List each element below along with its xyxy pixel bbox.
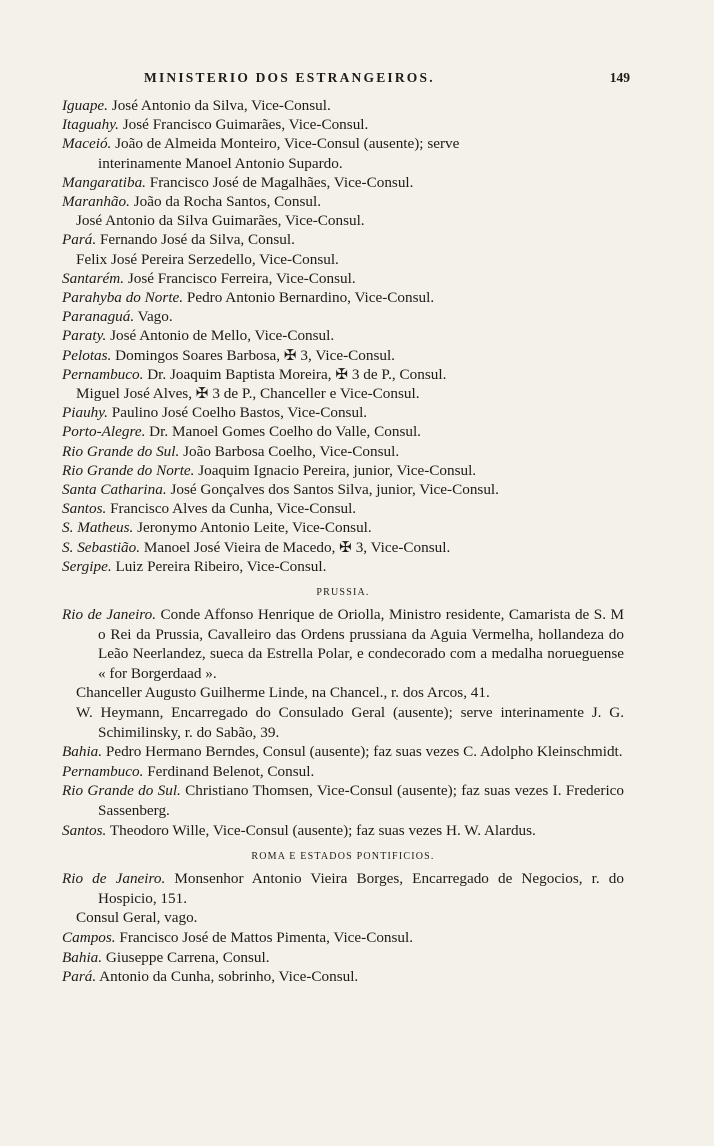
list-item	[62, 442, 624, 461]
list-item	[62, 683, 624, 703]
place-name: S. Matheus.	[62, 519, 134, 537]
place-name: Bahia.	[62, 948, 103, 966]
entry-text: Fernando José da Silva, Consul.	[96, 231, 295, 249]
place-name: Pará.	[62, 231, 97, 249]
place-name: Pernambuco.	[62, 365, 144, 383]
list-item	[62, 869, 624, 908]
entry-text: José Antonio da Silva, Vice-Consul.	[107, 97, 331, 114]
sections	[62, 583, 624, 987]
entry-text: Francisco José de Mattos Pimenta, Vice-Consul.	[115, 928, 414, 946]
list-item	[62, 461, 624, 480]
place-name: S. Sebastião.	[62, 538, 141, 556]
list-item	[62, 928, 624, 948]
entry-text: Francisco José de Magalhães, Vice-Consul.	[145, 173, 414, 191]
list-item	[62, 538, 624, 557]
place-name: Rio Grande do Sul.	[62, 782, 181, 800]
place-name: Paraty.	[62, 327, 107, 345]
entry-text: Pedro Hermano Berndes, Consul (ausente); faz suas vezes C. Adolpho Kleinschmidt.	[102, 743, 623, 761]
entry-text: Monsenhor Antonio Vieira Borges, Encarregado de Negocios, r. do Hospicio, 151.	[98, 870, 624, 907]
place-name: Maranhão.	[62, 193, 130, 211]
list-item	[62, 192, 624, 211]
list-item	[62, 967, 624, 987]
list-item	[62, 948, 624, 968]
entry-text: José Francisco Guimarães, Vice-Consul.	[118, 116, 369, 134]
page-header	[62, 70, 630, 96]
place-name: Santos.	[62, 500, 107, 518]
entry-text: João de Almeida Monteiro, Vice-Consul (ausente); serve	[111, 135, 460, 153]
entry-text: Miguel José Alves, ✠ 3 de P., Chanceller e Vice-Consul.	[76, 385, 420, 403]
entry-text: Domingos Soares Barbosa, ✠ 3, Vice-Consul.	[111, 346, 395, 364]
section-heading: PRUSSIA.	[316, 587, 370, 599]
list-item	[62, 230, 624, 249]
place-name: Iguape.	[62, 97, 108, 114]
entry-text: João Barbosa Coelho, Vice-Consul.	[179, 442, 400, 460]
entry-text: Joaquim Ignacio Pereira, junior, Vice-Consul.	[194, 461, 477, 479]
entry-text: W. Heymann, Encarregado do Consulado Geral (ausente); serve interinamente J. G. Schimilinsky, r. do Sabão, 39.	[76, 704, 624, 741]
list-item	[62, 346, 624, 365]
entry-text: Paulino José Coelho Bastos, Vice-Consul.	[107, 404, 368, 422]
list-item	[62, 499, 624, 518]
entry-text: José Francisco Ferreira, Vice-Consul.	[124, 269, 356, 287]
list-item	[62, 781, 624, 820]
place-name: Maceió.	[62, 135, 112, 153]
entry-text: José Antonio de Mello, Vice-Consul.	[106, 327, 335, 345]
place-name: Santa Catharina.	[62, 481, 167, 499]
place-name: Pernambuco.	[62, 762, 144, 780]
place-name: Paranaguá.	[62, 308, 135, 326]
list-item	[62, 115, 624, 134]
list-item	[62, 703, 624, 742]
entry-text: José Antonio da Silva Guimarães, Vice-Consul.	[76, 212, 365, 230]
list-item	[62, 480, 624, 499]
place-name: Rio de Janeiro.	[62, 606, 157, 624]
list-item	[62, 365, 624, 384]
place-name: Piauhy.	[62, 404, 108, 422]
page-number: 149	[609, 70, 630, 85]
list-item	[62, 518, 624, 537]
place-name: Santos.	[62, 821, 107, 839]
list-item	[62, 134, 624, 153]
entry-text: Conde Affonso Henrique de Oriolla, Ministro residente, Camarista de S. M o Rei da Prussia, Cavalleiro das Ordens prussiana da Aguia Vermelha, hollandeza do Leão Neerlandez, sueca da Estrella Polar, e condecorado com a medalha norueguense « for Borgerdaad ».	[98, 606, 625, 682]
place-name: Mangaratiba.	[62, 173, 146, 191]
entry-text: interinamente Manoel Antonio Supardo.	[98, 154, 343, 172]
list-item	[62, 422, 624, 441]
consul-list	[62, 96, 624, 576]
place-name: Sergipe.	[62, 557, 112, 575]
entry-text: Vago.	[134, 308, 173, 326]
list-item	[62, 269, 624, 288]
place-name: Pelotas.	[62, 346, 112, 364]
entry-text: Ferdinand Belenot, Consul.	[143, 762, 315, 780]
list-item	[62, 403, 624, 422]
list-item	[62, 821, 624, 841]
list-item	[62, 307, 624, 326]
entry-text: Theodoro Wille, Vice-Consul (ausente); faz suas vezes H. W. Alardus.	[106, 821, 536, 839]
list-item	[62, 384, 624, 403]
place-name: Pará.	[62, 968, 97, 986]
list-item	[62, 762, 624, 782]
place-name: Porto-Alegre.	[62, 423, 146, 441]
entry-text: Luiz Pereira Ribeiro, Vice-Consul.	[111, 557, 327, 575]
place-name: Rio Grande do Sul.	[62, 442, 180, 460]
entry-text: Chanceller Augusto Guilherme Linde, na Chancel., r. dos Arcos, 41.	[76, 684, 490, 702]
list-item	[62, 605, 624, 683]
place-name: Campos.	[62, 928, 116, 946]
section-heading: ROMA E ESTADOS PONTIFICIOS.	[251, 851, 435, 863]
list-item	[62, 250, 624, 269]
entry-text: Pedro Antonio Bernardino, Vice-Consul.	[183, 289, 435, 307]
list-item	[62, 96, 624, 115]
list-item	[62, 326, 624, 345]
place-name: Rio Grande do Norte.	[62, 461, 195, 479]
entry-text: Manoel José Vieira de Macedo, ✠ 3, Vice-Consul.	[140, 538, 451, 556]
page	[62, 70, 630, 987]
entry-text: Francisco Alves da Cunha, Vice-Consul.	[106, 500, 357, 518]
place-name: Santarém.	[62, 269, 125, 287]
list-item	[62, 154, 624, 173]
list-item	[62, 211, 624, 230]
entry-text: João da Rocha Santos, Consul.	[129, 193, 322, 211]
page-title: MINISTERIO DOS ESTRANGEIROS.	[144, 70, 435, 85]
entry-text: Dr. Manoel Gomes Coelho do Valle, Consul.	[145, 423, 421, 441]
place-name: Bahia.	[62, 743, 103, 761]
place-name: Rio de Janeiro.	[62, 870, 166, 888]
entry-text: Giuseppe Carrena, Consul.	[102, 948, 270, 966]
place-name: Parahyba do Norte.	[62, 289, 184, 307]
list-item	[62, 742, 624, 762]
list-item	[62, 557, 624, 576]
entry-text: Jeronymo Antonio Leite, Vice-Consul.	[133, 519, 372, 537]
entry-text: Dr. Joaquim Baptista Moreira, ✠ 3 de P., Consul.	[143, 365, 447, 383]
entry-text: José Gonçalves dos Santos Silva, junior, Vice-Consul.	[166, 481, 499, 499]
place-name: Itaguahy.	[62, 116, 119, 134]
list-item	[62, 288, 624, 307]
entry-text: Antonio da Cunha, sobrinho, Vice-Consul.	[96, 968, 359, 986]
entry-text: Christiano Thomsen, Vice-Consul (ausente); faz suas vezes I. Frederico Sassenberg.	[98, 782, 625, 820]
entry-text: Felix José Pereira Serzedello, Vice-Consul.	[76, 250, 339, 268]
list-item	[62, 173, 624, 192]
entry-text: Consul Geral, vago.	[76, 909, 198, 927]
list-item	[62, 908, 624, 928]
